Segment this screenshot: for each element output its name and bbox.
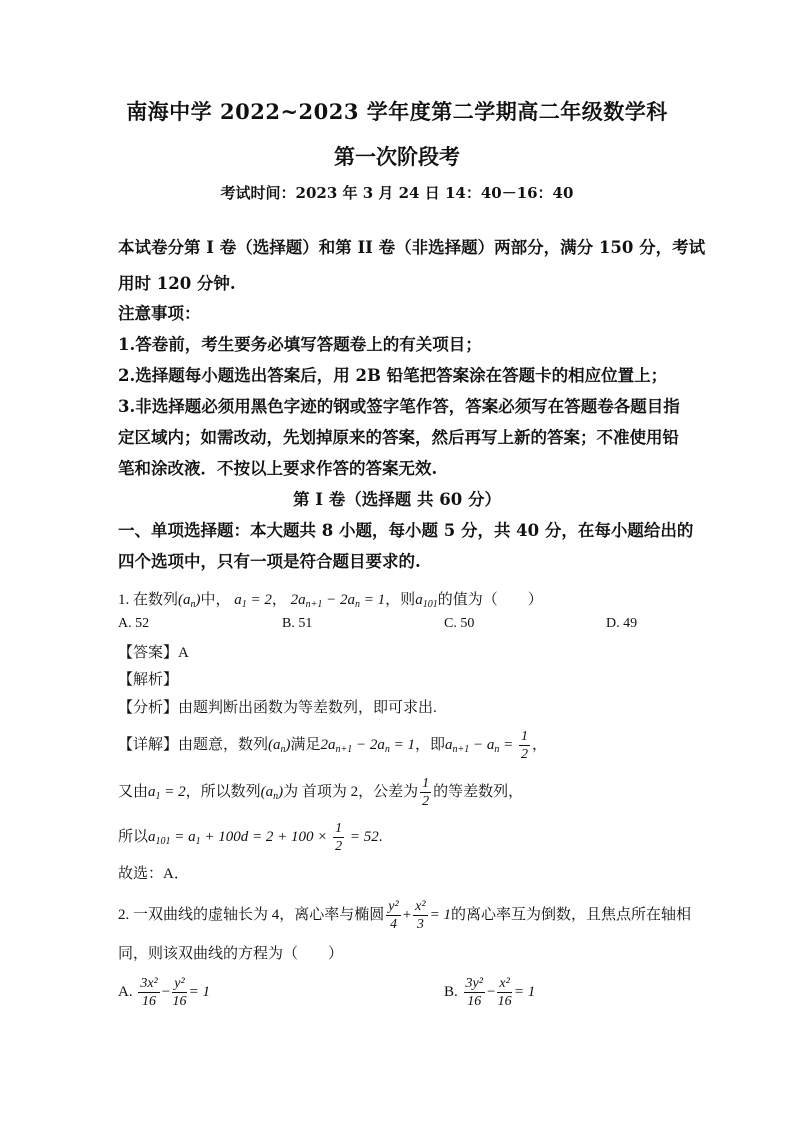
notice-title: 注意事项：	[118, 304, 201, 323]
q1-cond-2: $2a_{n+1} - 2a_n = 1$	[290, 592, 386, 610]
section-heading: 第 I 卷（选择题 共 60 分）	[293, 490, 501, 509]
q2-option-a: A. $\frac{\text{3x²}}{16}$ − $\frac{\text{y²}}{16}$ = 1	[118, 976, 211, 1009]
intro-line-2: 用时 120 分钟.	[118, 274, 236, 293]
fraction-one-half: $\frac{1}{2}$	[521, 729, 529, 762]
q1-choose: 故选：A．	[118, 866, 189, 882]
part1-line-2: 四个选项中，只有一项是符合题目要求的.	[118, 552, 421, 571]
notice-3-line-2: 定区域内；如需改动，先划掉原来的答案，然后再写上新的答案；不准使用铅	[118, 428, 679, 447]
fraction-one-half: $\frac{1}{2}$	[422, 776, 430, 809]
question-2-stem-line-1: 2. 一双曲线的虚轴长为 4，离心率与椭圆 $\frac{\text{y²}}{4}$ + $\frac{\text{x²}}{3}$ = 1的离心率互为倒数，且焦点所在轴相	[118, 899, 691, 932]
exam-title: 南海中学 2022~2023 学年度第二学期高二年级数学科	[126, 99, 668, 124]
notice-2: 2.选择题每小题选出答案后，用 2B 铅笔把答案涂在答题卡的相应位置上；	[118, 366, 668, 385]
q1-detail-line-3: 所以$a_{101} = a_1 + 100d = 2 + 100$ × $\frac{1}{2}$ = 52.	[118, 821, 383, 854]
q1-analysis: 【分析】由题判断出函数为等差数列，即可求出.	[118, 700, 437, 716]
q1-detail-line-1: 【详解】由题意，数列$(a_n)$满足$2a_{n+1} - 2a_n = 1$，即$a_{n+1} - a_n$ = $\frac{1}{2}$ ，	[118, 729, 548, 762]
q1-option-c: C. 50	[444, 616, 475, 631]
q1-prefix: 1. 在数列	[118, 592, 179, 608]
q1-target: $a_{101}$	[415, 592, 438, 610]
fraction-one-half: $\frac{1}{2}$	[335, 821, 343, 854]
notice-1: 1.答卷前，考生要务必填写答题卷上的有关项目；	[118, 335, 482, 354]
notice-3-line-3: 笔和涂改液．不按以上要求作答的答案无效.	[118, 459, 438, 478]
q1-option-d: D. 49	[606, 616, 638, 631]
q1-answer: 【答案】A	[118, 645, 189, 661]
q1-detail-line-2: 又由$a_1 = 2$，所以数列$(a_n)$为 首项为 2，公差为 $\frac{1}{2}$ 的等差数列，	[118, 776, 524, 809]
question-2-stem-line-2: 同，则该双曲线的方程为（ ）	[118, 946, 344, 962]
q1-analysis-label: 【解析】	[118, 672, 179, 688]
exam-time: 考试时间：2023 年 3 月 24 日 14：40－16：40	[220, 184, 574, 202]
question-1-stem: 1. 在数列$(a_n)$中， $a_1 = 2$， $2a_{n+1} - 2a_n = 1$，则$a_{101}$的值为（ ）	[118, 592, 543, 610]
intro-line-1: 本试卷分第 I 卷（选择题）和第 II 卷（非选择题）两部分，满分 150 分，考试	[118, 238, 706, 257]
part1-line-1: 一、单项选择题：本大题共 8 小题，每小题 5 分，共 40 分，在每小题给出的	[118, 521, 694, 540]
q2-option-b: B. $\frac{\text{3y²}}{16}$ − $\frac{\text{x²}}{16}$ = 1	[444, 976, 536, 1009]
q1-cond-1: $a_1 = 2$	[234, 592, 272, 610]
exam-subtitle: 第一次阶段考	[334, 144, 460, 169]
q1-seq: $(a_n)$	[178, 592, 201, 610]
q1-option-b: B. 51	[282, 616, 313, 631]
notice-3-line-1: 3.非选择题必须用黑色字迹的钢或签字笔作答，答案必须写在答题卷各题目指	[118, 397, 680, 416]
q1-option-a: A. 52	[118, 616, 150, 631]
